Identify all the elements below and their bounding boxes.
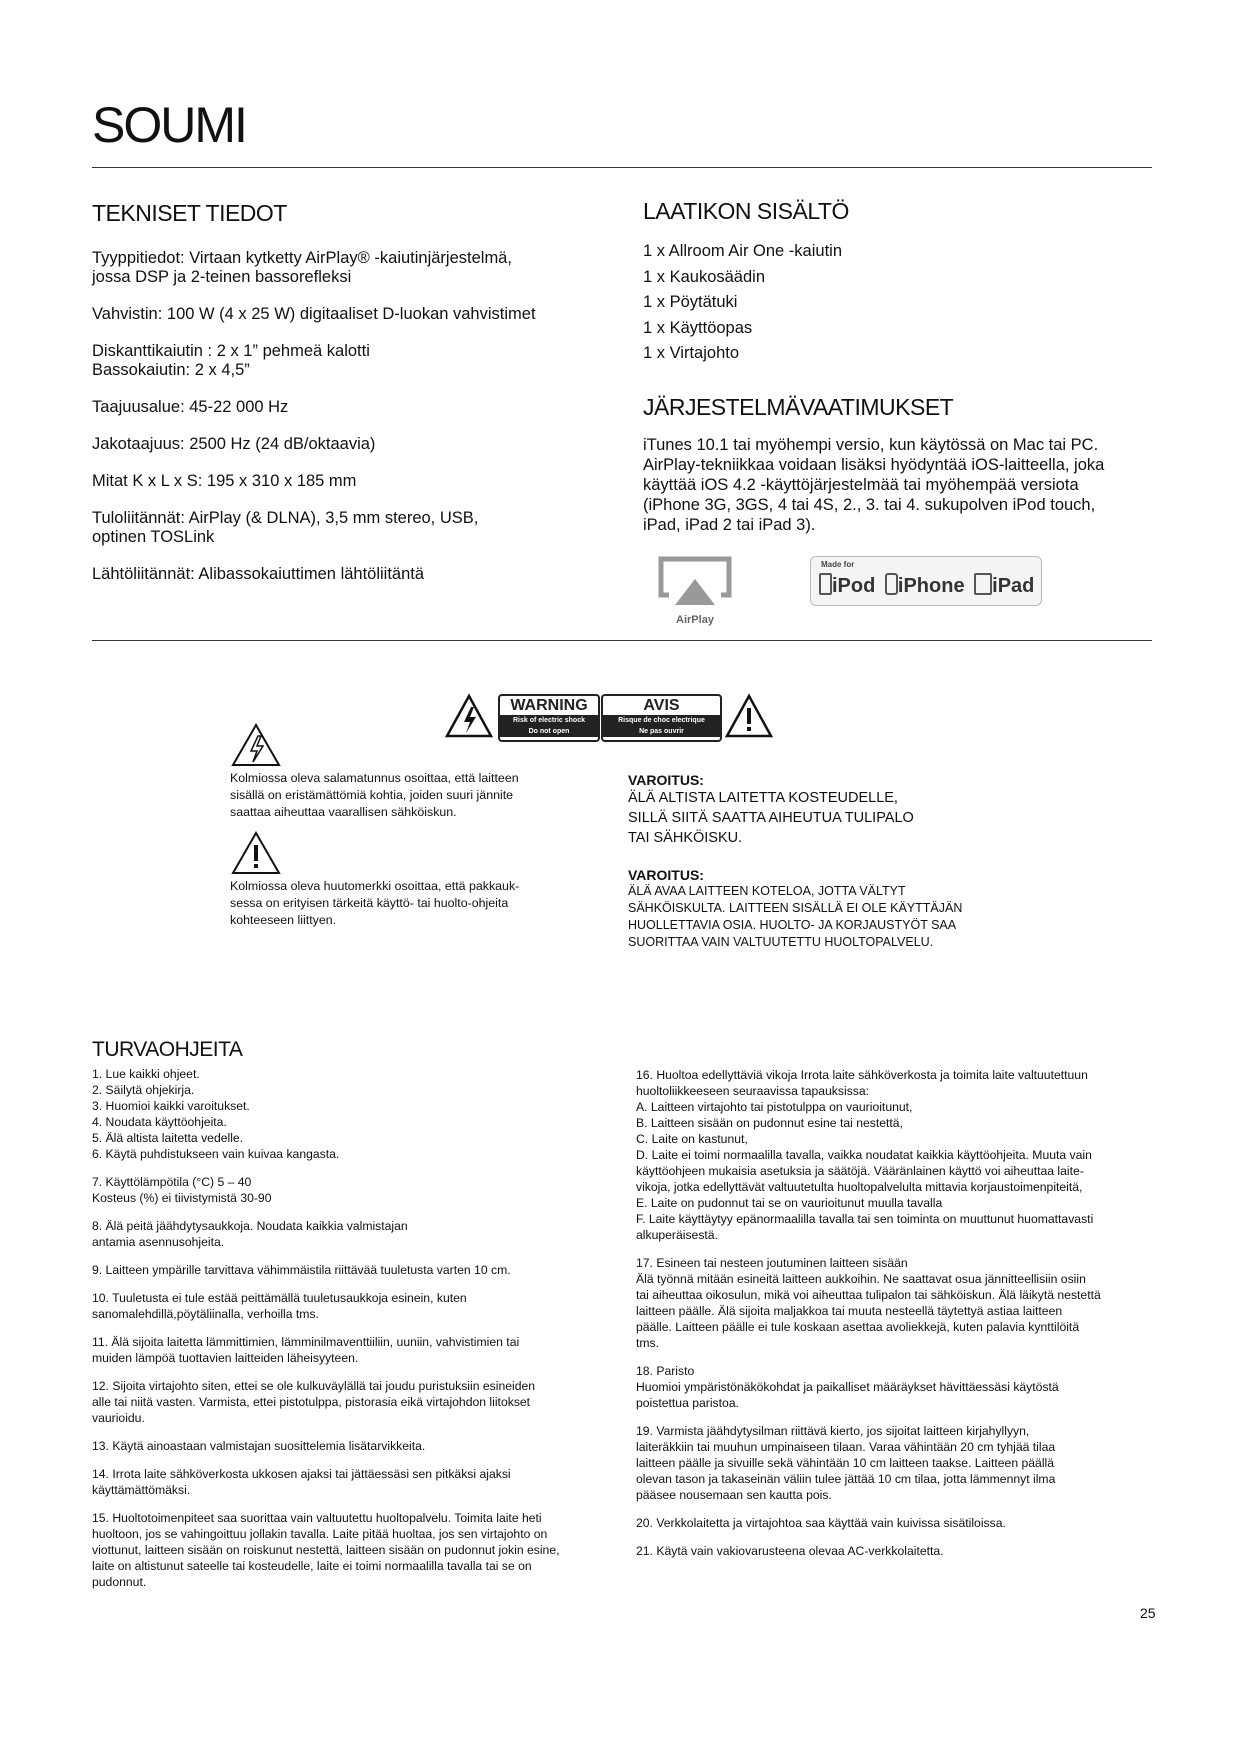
avis-sub: Risque de choc electrique [618,717,705,724]
safety-item: 17. Esineen tai nesteen joutuminen laitteen sisään Älä työnnä mitään esineitä laitteen aukkoihin. Ne saattavat osua jännitteellisiin osiin tai aiheuttaa oikosulun, mikä voi aiheuttaa tulipalon tai sähköiskun. Älä läikytä nestettä laitteen päälle. Älä sijoita maljakkoa tai muuta nesteellä täytettyä astiaa laitteen päälle. Laitteen päälle ei tule koskaan asettaa avoliekkejä, kuten palavia kynttilöitä tms. [636,1256,1101,1350]
safety-item: 19. Varmista jäähdytysilman riittävä kierto, jos sijoitat laitteen kirjahyllyyn, laiteräkkiin tai muuhun umpinaiseen tilaan. Varaa vähintään 20 cm tyhjää tilaa laitteen päälle ja sivuille sekä vähintään 10 cm laitteen taakse. Laitteen päällä olevan tason ja takaseinän väliin tulee jättää 10 cm tilaa, jotta lämmennyt ilma pääsee nousemaan sen kautta pois. [636,1424,1056,1502]
ipod-label: iPod [832,575,876,597]
box-item: 1 x Käyttöopas [643,318,753,337]
warning-label [498,694,600,742]
warning-block [628,772,1048,848]
exclamation-icon [724,693,774,739]
safety-basic-item: 4. Noudata käyttöohjeita. [92,1115,227,1129]
requirements-line: (iPhone 3G, 3GS, 4 tai 4S, 2., 3. tai 4. sukupolven iPod touch, [643,496,1096,514]
safety-item: 14. Irrota laite sähköverkosta ukkosen ajaksi tai jättäessäsi sen pitkäksi ajaksi käyttämättömäksi. [92,1467,511,1497]
safety-basic-item: 1. Lue kaikki ohjeet. [92,1067,200,1081]
spec-item: Jakotaajuus: 2500 Hz (24 dB/oktaavia) [92,435,376,453]
safety-basic-item: 5. Älä altista laitetta vedelle. [92,1131,244,1145]
box-contents-section [643,198,1163,367]
exclamation-icon [230,830,282,876]
warning-sub: Risk of electric shock [513,717,585,724]
warning-heading: VAROITUS: [628,772,704,788]
airplay-logo [655,555,735,625]
requirements-line: iTunes 10.1 tai myöhempi versio, kun käytössä on Mac tai PC. [643,436,1099,454]
box-item: 1 x Kaukosäädin [643,267,766,286]
safety-item: 21. Käytä vain vakiovarusteena olevaa AC-verkkolaitetta. [636,1544,944,1558]
safety-item: 12. Sijoita virtajohto siten, ettei se ole kulkuväylällä tai joudu puristuksiin esineiden alle tai niitä vasten. Varmista, ettei pistotulppa, pistorasia eikä virtajohdon liitokset vaurioidu. [92,1379,536,1425]
spec-item: Lähtöliitännät: Alibassokaiuttimen lähtöliitäntä [92,565,425,583]
spec-item: Diskanttikaiutin : 2 x 1” pehmeä kalotti Bassokaiutin: 2 x 4,5” [92,342,370,379]
spec-item: Mitat K x L x S: 195 x 310 x 185 mm [92,472,357,490]
requirements-line: AirPlay-tekniikkaa voidaan lisäksi hyödyntää iOS-laitteella, joka [643,456,1105,474]
safety-heading: TURVAOHJEITA [92,1038,243,1061]
safety-left-column [92,1038,632,1602]
electric-shock-icon [230,722,282,768]
safety-basic-item: 3. Huomioi kaikki varoitukset. [92,1099,250,1113]
spec-item: Vahvistin: 100 W (4 x 25 W) digitaaliset D-luokan vahvistimet [92,305,536,323]
spec-item: Tyyppitiedot: Virtaan kytketty AirPlay® -kaiutinjärjestelmä, jossa DSP ja 2-teinen bassorefleksi [92,249,512,286]
avis-title: AVIS [643,697,680,714]
iphone-label: iPhone [897,575,965,597]
lightning-explanation: Kolmiossa oleva salamatunnus osoittaa, että laitteen sisällä on eristämättömiä kohtia, joiden suuri jännite saattaa aiheuttaa vaarallisen sähköiskun. [230,771,519,819]
lightning-symbol [230,722,282,768]
requirements-section [643,394,1163,535]
iphone-icon [885,573,898,595]
avis-sub: Ne pas ouvrir [639,728,684,735]
avis-label [601,694,722,742]
safety-item: 7. Käyttölämpötila (°C) 5 – 40 Kosteus (%) ei tiivistymistä 30-90 [92,1175,272,1205]
made-for-label: Made for [821,560,855,569]
warning-title: WARNING [510,697,588,714]
made-for-badge [810,556,1042,606]
exclamation-symbol [230,830,282,876]
specs-section [92,200,652,602]
safety-item: 15. Huoltotoimenpiteet saa suorittaa vain valtuutettu huoltopalvelu. Toimita laite heti huoltoon, jos se vahingoittuu jollakin tavalla. Laite pitää huoltaa, jos sen virtajohto on viottunut, laitteen sisään on roiskunut nestettä, laitteen sisään on pudonnut jokin esine, laite on altistunut sateelle tai kosteudelle, laite ei toimi normaalilla tavalla tai se on pudonnut. [92,1511,560,1589]
requirements-line: käyttää iOS 4.2 -käyttöjärjestelmää tai myöhempää versiota [643,476,1079,494]
safety-basics [92,1066,632,1162]
ipad-icon [974,573,992,595]
safety-basic-item: 2. Säilytä ohjekirja. [92,1083,195,1097]
electric-shock-icon [444,693,494,739]
page-number: 25 [1140,1605,1156,1621]
airplay-icon [655,555,735,607]
safety-item: 13. Käytä ainoastaan valmistajan suosittelemia lisätarvikkeita. [92,1439,426,1453]
warning-sub: Do not open [528,728,570,735]
box-item: 1 x Pöytätuki [643,293,738,311]
box-heading: LAATIKON SISÄLTÖ [643,198,849,224]
page-title: SOUMI [92,97,246,153]
specs-heading: TEKNISET TIEDOT [92,200,287,226]
airplay-label: AirPlay [676,614,714,626]
spec-item: Tuloliitännät: AirPlay (& DLNA), 3,5 mm stereo, USB, optinen TOSLink [92,509,479,546]
safety-item: 20. Verkkolaitetta ja virtajohtoa saa käyttää vain kuivissa sisätiloissa. [636,1516,1006,1530]
safety-item: 10. Tuuletusta ei tule estää peittämällä tuuletusaukkoja esinein, kuten sanomalehdillä,pöytäliinalla, verhoilla tms. [92,1291,467,1321]
spec-item: Taajuusalue: 45-22 000 Hz [92,398,289,416]
safety-item: 18. Paristo Huomioi ympäristönäkökohdat ja paikalliset määräykset hävittäessäsi käytöstä poistettua paristoa. [636,1364,1059,1410]
requirements-line: iPad, iPad 2 tai iPad 3). [643,516,816,534]
warning-lightning-triangle [444,693,494,739]
title-divider [92,167,1152,168]
warning-block [628,867,1048,951]
ipad-label: iPad [992,575,1035,597]
box-item: 1 x Virtajohto [643,344,740,362]
section-divider [92,640,1152,641]
safety-basic-item: 6. Käytä puhdistukseen vain kuivaa kangasta. [92,1147,340,1161]
safety-right-column [636,1067,1166,1571]
safety-item: 9. Laitteen ympärille tarvittava vähimmäistila riittävää tuuletusta varten 10 cm. [92,1263,511,1277]
exclamation-explanation: Kolmiossa oleva huutomerkki osoittaa, että pakkauk- sessa on erityisen tärkeitä käyttö- tai huolto-ohjeita kohteeseen liittyen. [230,879,520,927]
requirements-heading: JÄRJESTELMÄVAATIMUKSET [643,394,954,420]
warning-exclamation-triangle [724,693,774,739]
safety-item: 11. Älä sijoita laitetta lämmittimien, lämminilmaventtiiliin, uuniin, vahvistimien tai muiden lämpöä tuottavien laitteiden läheisyyteen. [92,1335,520,1365]
box-item: 1 x Allroom Air One -kaiutin [643,242,842,260]
safety-item: 16. Huoltoa edellyttäviä vikoja Irrota laite sähköverkosta ja toimita laite valtuutettuun huoltoliikkeeseen seuraavissa tapauksissa: A. Laitteen virtajohto tai pistotulppa on vaurioitunut, B. Laitteen sisään on pudonnut esine tai nestettä, C. Laite on kastunut, D. Laite ei toimi normaalilla tavalla, vaikka noudatat kaikkia käyttöohjeita. Muuta vain käyttöohjeen mukaisia asetuksia ja säätöjä. Vääränlainen käyttö voi aiheuttaa laite- vikoja, jotka edellyttävät valtuutetulta huoltopalvelulta mittavia korjaustoimenpiteitä, E. Laite on pudonnut tai se on vaurioitunut muulla tavalla F. Laite käyttäytyy epänormaalilla tavalla tai sen toiminta on muuttunut huomattavasti alkuperäisestä. [636,1068,1094,1242]
warning-heading: VAROITUS: [628,867,704,883]
safety-item: 8. Älä peitä jäähdytysaukkoja. Noudata kaikkia valmistajan antamia asennusohjeita. [92,1219,408,1249]
ipod-icon [819,573,832,595]
warning-body: ÄLÄ ALTISTA LAITETTA KOSTEUDELLE, SILLÄ SIITÄ SAATTA AIHEUTUA TULIPALO TAI SÄHKÖISKU. [628,790,914,846]
warning-body: ÄLÄ AVAA LAITTEEN KOTELOA, JOTTA VÄLTYT SÄHKÖISKULTA. LAITTEEN SISÄLLÄ EI OLE KÄYTTÄJÄN HUOLLETTAVIA OSIA. HUOLTO- JA KORJAUSTYÖT SAA SUORITTAA VAIN VALTUUTETTU HUOLTOPALVELU. [628,884,963,949]
